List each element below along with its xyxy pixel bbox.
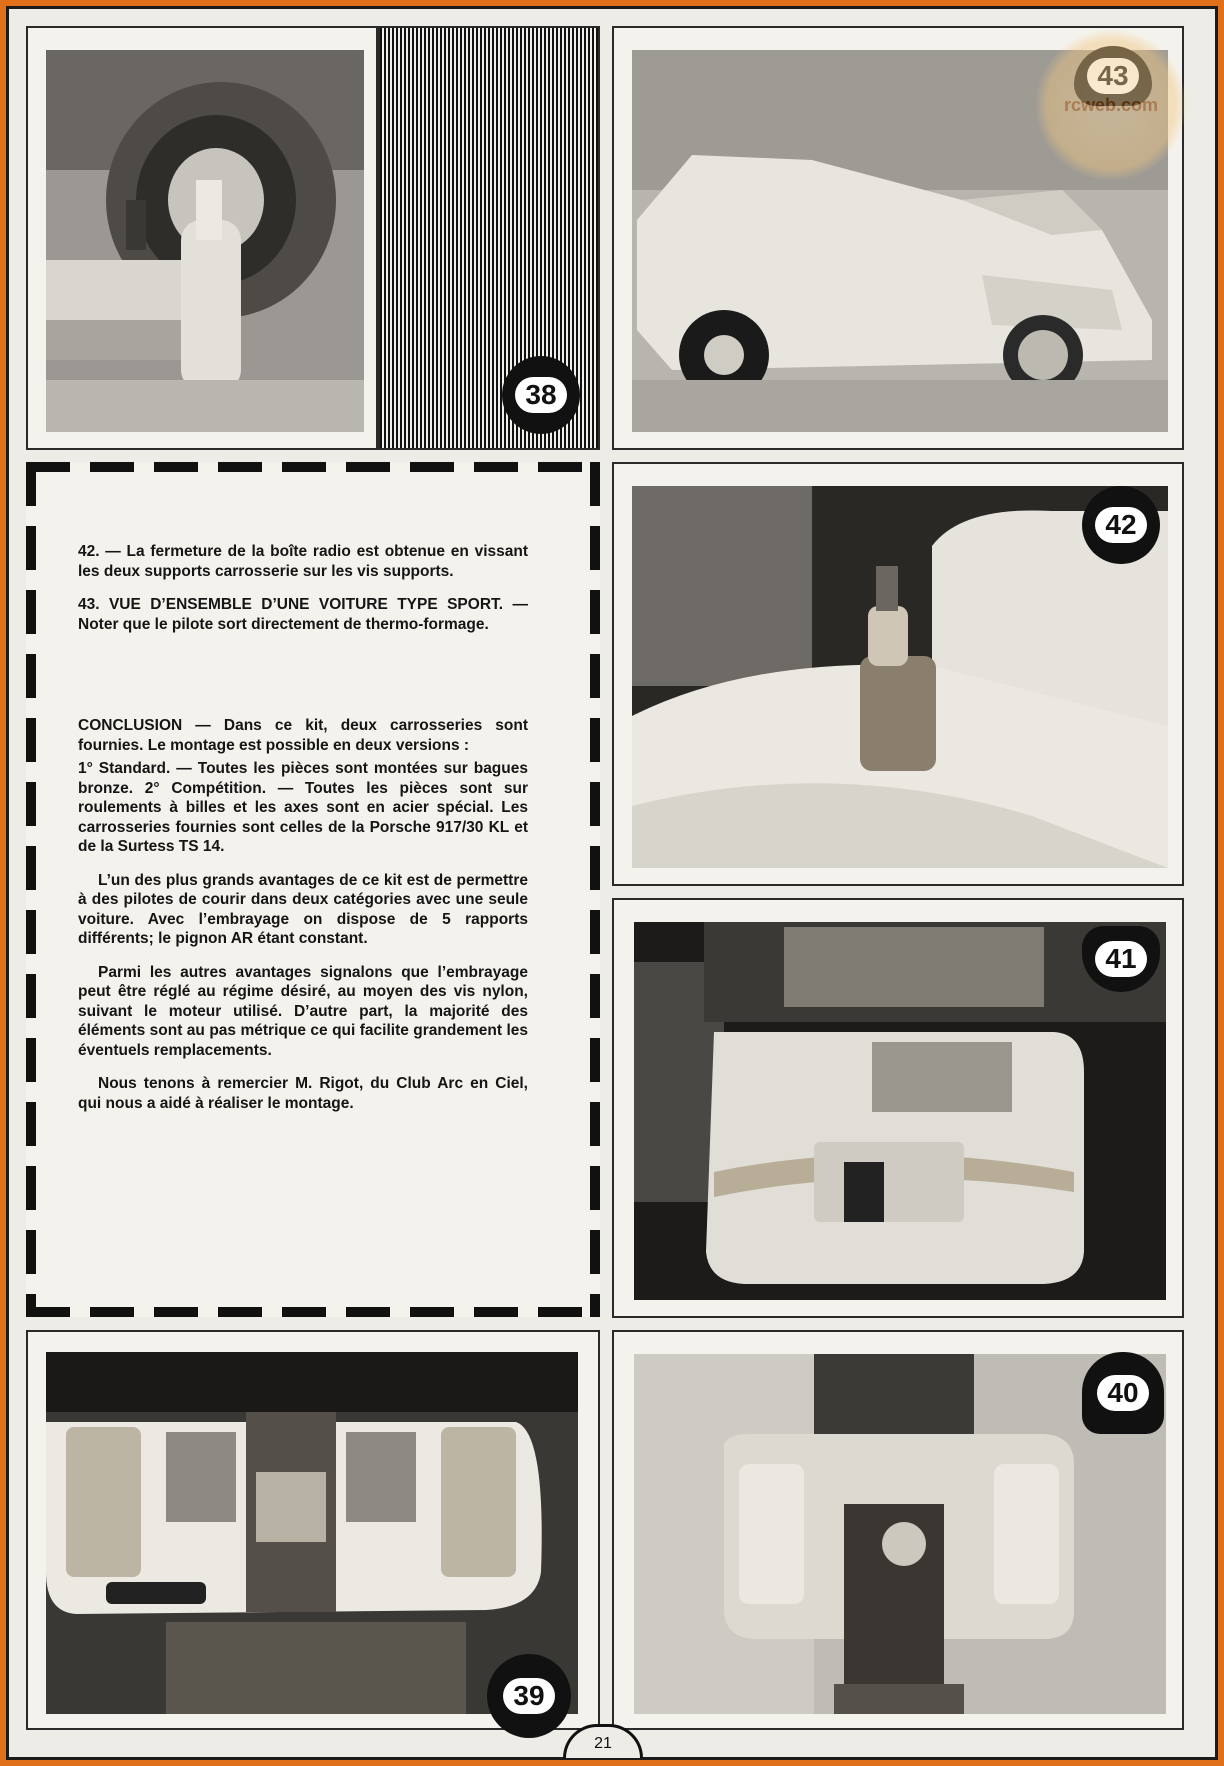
photo-41-radio-box bbox=[634, 922, 1166, 1300]
article-text bbox=[78, 542, 528, 1127]
caption-42: 42. — La fermeture de la boîte radio est obtenue en vissant les deux supports carrosserie sur les vis supports. bbox=[78, 543, 528, 580]
figure-badge-40 bbox=[1082, 1352, 1164, 1434]
figure-badge-42 bbox=[1082, 486, 1160, 564]
other-advantages-paragraph: Parmi les autres avantages signalons que l’embrayage peut être réglé au régime désiré, au moyen des vis nylon, suivant le moteur utilisé. D’autre part, la majorité des éléments sont au pas métrique ce qui facilite grandement les éventuels remplacements. bbox=[78, 963, 528, 1059]
figure-badge-38 bbox=[502, 356, 580, 434]
text-spacer bbox=[78, 648, 528, 716]
dashed-border-top bbox=[26, 462, 600, 472]
dashed-border-bottom bbox=[26, 1307, 600, 1317]
dashed-border-left bbox=[26, 462, 36, 1317]
photo-38-wheel bbox=[46, 50, 364, 432]
watermark-text: rcweb.com bbox=[1063, 94, 1159, 115]
thanks-paragraph: Nous tenons à remercier M. Rigot, du Club Arc en Ciel, qui nous a aidé à réaliser le montage. bbox=[78, 1075, 528, 1112]
figure-badge-39 bbox=[487, 1654, 571, 1738]
conclusion-paragraph: CONCLUSION — Dans ce kit, deux carrosseries sont fournies. Le montage est possible en deux versions : bbox=[78, 717, 528, 754]
figure-number-38: 38 bbox=[515, 377, 566, 413]
photo-39-radio-box-open bbox=[46, 1352, 578, 1714]
figure-number-39: 39 bbox=[503, 1678, 554, 1714]
page-number: 21 bbox=[563, 1724, 643, 1758]
text-panel bbox=[26, 462, 600, 1317]
figure-number-40: 40 bbox=[1097, 1375, 1148, 1411]
versions-paragraph: 1° Standard. — Toutes les pièces sont montées sur bagues bronze. 2° Compétition. — Toutes les pièces sont sur roulements à billes et les axes sont en acier spécial. Les carrosseries fournies sont celles de la Porsche 917/30 KL et de la Surtess TS 14. bbox=[78, 760, 528, 855]
watermark-logo bbox=[1036, 30, 1186, 180]
figure-number-41: 41 bbox=[1095, 941, 1146, 977]
figure-number-42: 42 bbox=[1095, 507, 1146, 543]
figure-number-43: 43 bbox=[1087, 58, 1138, 94]
photo-panel-38 bbox=[26, 26, 378, 450]
caption-43: 43. VUE D’ENSEMBLE D’UNE VOITURE TYPE SPORT. — Noter que le pilote sort directement de thermo-formage. bbox=[78, 596, 528, 633]
dashed-border-right bbox=[590, 462, 600, 1317]
advantage-paragraph: L’un des plus grands avantages de ce kit est de permettre à des pilotes de courir dans deux catégories avec une seule voiture. Avec l’embrayage on dispose de 5 rapports différents; le pignon AR étant constant. bbox=[78, 871, 528, 947]
